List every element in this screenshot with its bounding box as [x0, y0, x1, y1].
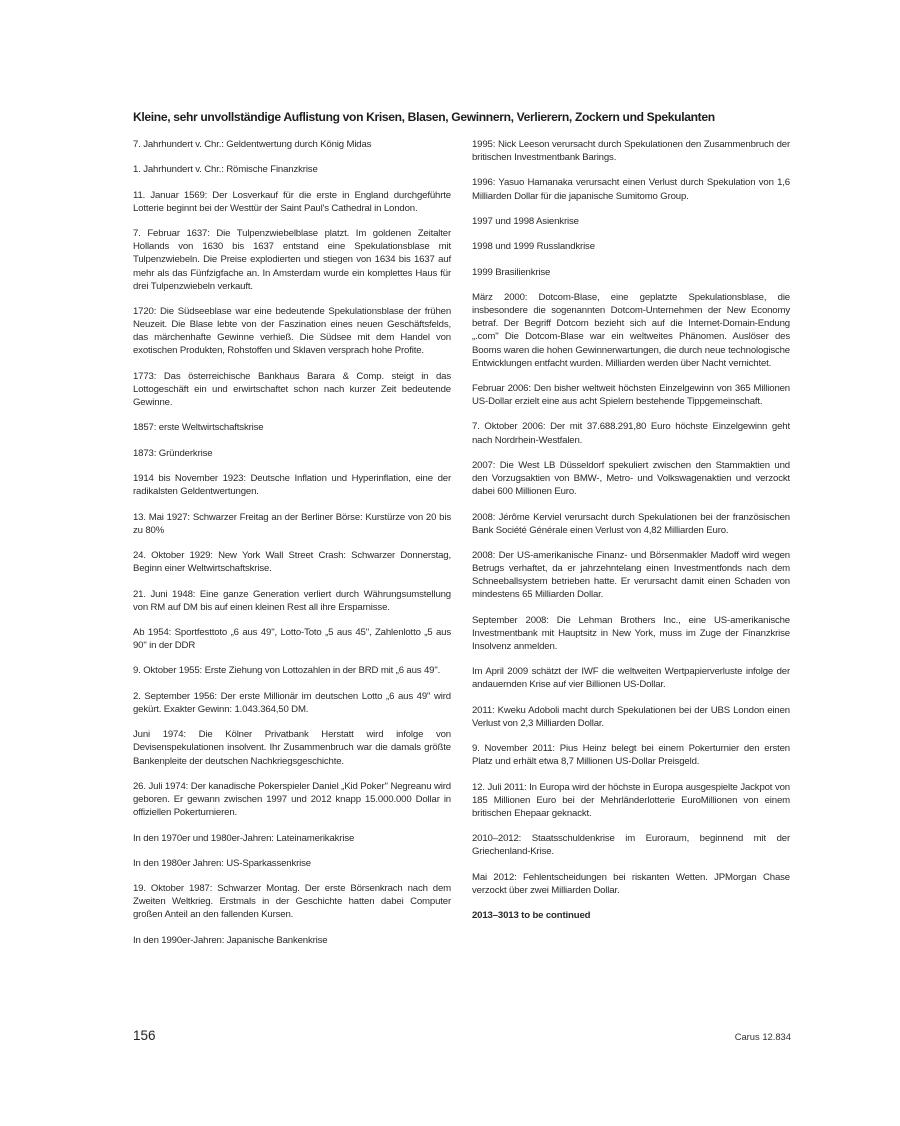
timeline-entry: 7. Februar 1637: Die Tulpenzwiebelblase platzt. Im goldenen Zeitalter Hollands von 1630 bis 1637 entstand eine Spekulationsblase mit Tulpenzwiebeln. Die Preise explodierten und stiegen von 1634 bis 1637 auf mehr als das Fünfzigfache an. In Amsterdam wurde ein komplettes Haus für drei Tulpenzwiebeln verkauft.	[133, 228, 451, 292]
timeline-entry: 2007: Die West LB Düsseldorf spekuliert zwischen den Stammaktien und den Vorzugsaktien von BMW-, Metro- und Volkswagenaktien und verzockt dabei 600 Millionen Euro.	[472, 459, 790, 498]
timeline-entry: 2008: Der US-amerikanische Finanz- und Börsenmakler Madoff wird wegen Betrugs verhaftet, da er jahrzehntelang einen Investmentfonds nach dem Schneeballsystem betrieben hatte. Er verursacht damit einen Schaden von mindestens 65 Milliarden Dollar.	[472, 550, 790, 601]
timeline-entry: 11. Januar 1569: Der Losverkauf für die erste in England durchgeführte Lotterie beginnt bei der Westtür der Saint Paul's Cathedral in London.	[133, 189, 451, 214]
page-number: 156	[133, 1028, 156, 1043]
timeline-entry: 19. Oktober 1987: Schwarzer Montag. Der erste Börsenkrach nach dem Zweiten Weltkrieg. Erstmals in der Geschichte hatten dabei Computer großen Anteil an den fallenden Kursen.	[133, 883, 451, 921]
timeline-entry: Februar 2006: Den bisher weltweit höchsten Einzelgewinn von 365 Millionen US-Dollar erzielt eine aus acht Spielern bestehende Tippgemeinschaft.	[472, 383, 790, 408]
footer-code: Carus 12.834	[734, 1031, 791, 1042]
timeline-entry: 21. Juni 1948: Eine ganze Generation verliert durch Währungsumstellung von RM auf DM bis auf einen kleinen Rest all ihre Ersparnisse.	[133, 588, 451, 613]
timeline-entry: 1857: erste Weltwirtschaftskrise	[133, 422, 264, 434]
timeline-entry: 1997 und 1998 Asienkrise	[472, 215, 579, 227]
timeline-entry: In den 1990er-Jahren: Japanische Bankenkrise	[133, 934, 328, 946]
timeline-entry: 1720: Die Südseeblase war eine bedeutende Spekulationsblase der frühen Neuzeit. Die Blase lebte von der Faszination eines neuen Geschäftsfelds, das märchenhafte Gewinne verhieß. Die Südsee mit dem Handel von exotischen Produkten, Rohstoffen und Sklaven versprach hohe Profite.	[133, 306, 451, 357]
timeline-entry: 2010–2012: Staatsschuldenkrise im Euroraum, beginnend mit der Griechenland-Krise.	[472, 833, 790, 858]
timeline-entry: 9. Oktober 1955: Erste Ziehung von Lottozahlen in der BRD mit „6 aus 49".	[133, 665, 441, 677]
timeline-entry: 2. September 1956: Der erste Millionär im deutschen Lotto „6 aus 49" wird gekürt. Exakter Gewinn: 1.043.364,50 DM.	[133, 690, 451, 715]
timeline-entry: Im April 2009 schätzt der IWF die weltweiten Wertpapierverluste infolge der andauernden Krise auf vier Billionen US-Dollar.	[472, 666, 790, 691]
timeline-entry: 7. Oktober 2006: Der mit 37.688.291,80 Euro höchste Einzelgewinn geht nach Nordrhein-Westfalen.	[472, 421, 790, 446]
timeline-entry: In den 1970er und 1980er-Jahren: Lateinamerikakrise	[133, 832, 355, 844]
timeline-entry: März 2000: Dotcom-Blase, eine geplatzte Spekulationsblase, die insbesondere die sogenannten Dotcom-Unternehmen der New Economy betraf. Der Begriff Dotcom bezieht sich auf die Internet-Domain-Endung „.com" Die Dotcom-Blase war ein weltweites Phänomen. Auslöser des Booms waren die hohen Gewinnerwartungen, die durch neue technologische Entwicklungen entfacht wurden. Milliarden werden über Nacht vernichtet.	[472, 292, 790, 369]
timeline-entry: 13. Mai 1927: Schwarzer Freitag an der Berliner Börse: Kurstürze von 20 bis zu 80%	[133, 511, 451, 536]
timeline-entry: 1996: Yasuo Hamanaka verursacht einen Verlust durch Spekulation von 1,6 Milliarden Dollar für die japanische Sumitomo Group.	[472, 177, 790, 202]
timeline-entry: 1914 bis November 1923: Deutsche Inflation und Hyperinflation, eine der radikalsten Geldentwertungen.	[133, 473, 451, 498]
timeline-entry: Juni 1974: Die Kölner Privatbank Herstatt wird infolge von Devisenspekulationen insolvent. Ihr Zusammenbruch war die damals größte Bankenpleite der deutschen Nachkriegsgeschichte.	[133, 729, 451, 767]
page-title: Kleine, sehr unvollständige Auflistung von Krisen, Blasen, Gewinnern, Verlierern, Zockern und Spekulanten	[133, 110, 715, 124]
timeline-entry: 1. Jahrhundert v. Chr.: Römische Finanzkrise	[133, 164, 318, 176]
timeline-entry: 2008: Jérôme Kerviel verursacht durch Spekulationen bei der französischen Bank Société Générale einen Verlust von 4,82 Milliarden Euro.	[472, 511, 790, 536]
timeline-entry: 1873: Gründerkrise	[133, 447, 213, 459]
left-column	[133, 138, 451, 959]
closing-entry: 2013–3013 to be continued	[472, 910, 591, 922]
timeline-entry: 1998 und 1999 Russlandkrise	[472, 241, 595, 253]
timeline-entry: 24. Oktober 1929: New York Wall Street Crash: Schwarzer Donnerstag, Beginn einer Weltwirtschaftskrise.	[133, 550, 451, 575]
timeline-entry: Ab 1954: Sportfesttoto „6 aus 49", Lotto-Toto „5 aus 45", Zahlenlotto „5 aus 90" in der DDR	[133, 627, 451, 652]
timeline-entry: In den 1980er Jahren: US-Sparkassenkrise	[133, 857, 311, 869]
right-column	[472, 138, 790, 935]
timeline-entry: 1999 Brasilienkrise	[472, 266, 551, 278]
timeline-entry: 12. Juli 2011: In Europa wird der höchste in Europa ausgespielte Jackpot von 185 Millionen Euro bei der Mehrländerlotterie EuroMillionen von einem britischen Ehepaar geknackt.	[472, 781, 790, 819]
timeline-entry: 2011: Kweku Adoboli macht durch Spekulationen bei der UBS London einen Verlust von 2,3 Milliarden Dollar.	[472, 704, 790, 729]
timeline-entry: September 2008: Die Lehman Brothers Inc., eine US-amerikanische Investmentbank mit Hauptsitz in New York, muss im Zuge der Finanzkrise Insolvenz anmelden.	[472, 614, 790, 652]
timeline-entry: 7. Jahrhundert v. Chr.: Geldentwertung durch König Midas	[133, 139, 372, 150]
timeline-entry: 9. November 2011: Pius Heinz belegt bei einem Pokerturnier den ersten Platz und erhält etwa 8,7 Millionen US-Dollar Preisgeld.	[472, 743, 790, 768]
timeline-entry: 1995: Nick Leeson verursacht durch Spekulationen den Zusammenbruch der britischen Investmentbank Barings.	[472, 139, 790, 164]
timeline-entry: 1773: Das österreichische Bankhaus Barara & Comp. steigt in das Lottogeschäft ein und erwirtschaftet schon nach kurzer Zeit bedeutende Gewinne.	[133, 370, 451, 408]
timeline-entry: 26. Juli 1974: Der kanadische Pokerspieler Daniel „Kid Poker" Negreanu wird geboren. Er gewann zwischen 1997 und 2012 knapp 15.000.000 Dollar in offiziellen Pokerturnieren.	[133, 780, 451, 819]
timeline-entry: Mai 2012: Fehlentscheidungen bei riskanten Wetten. JPMorgan Chase verzockt über zwei Milliarden Dollar.	[472, 871, 790, 896]
